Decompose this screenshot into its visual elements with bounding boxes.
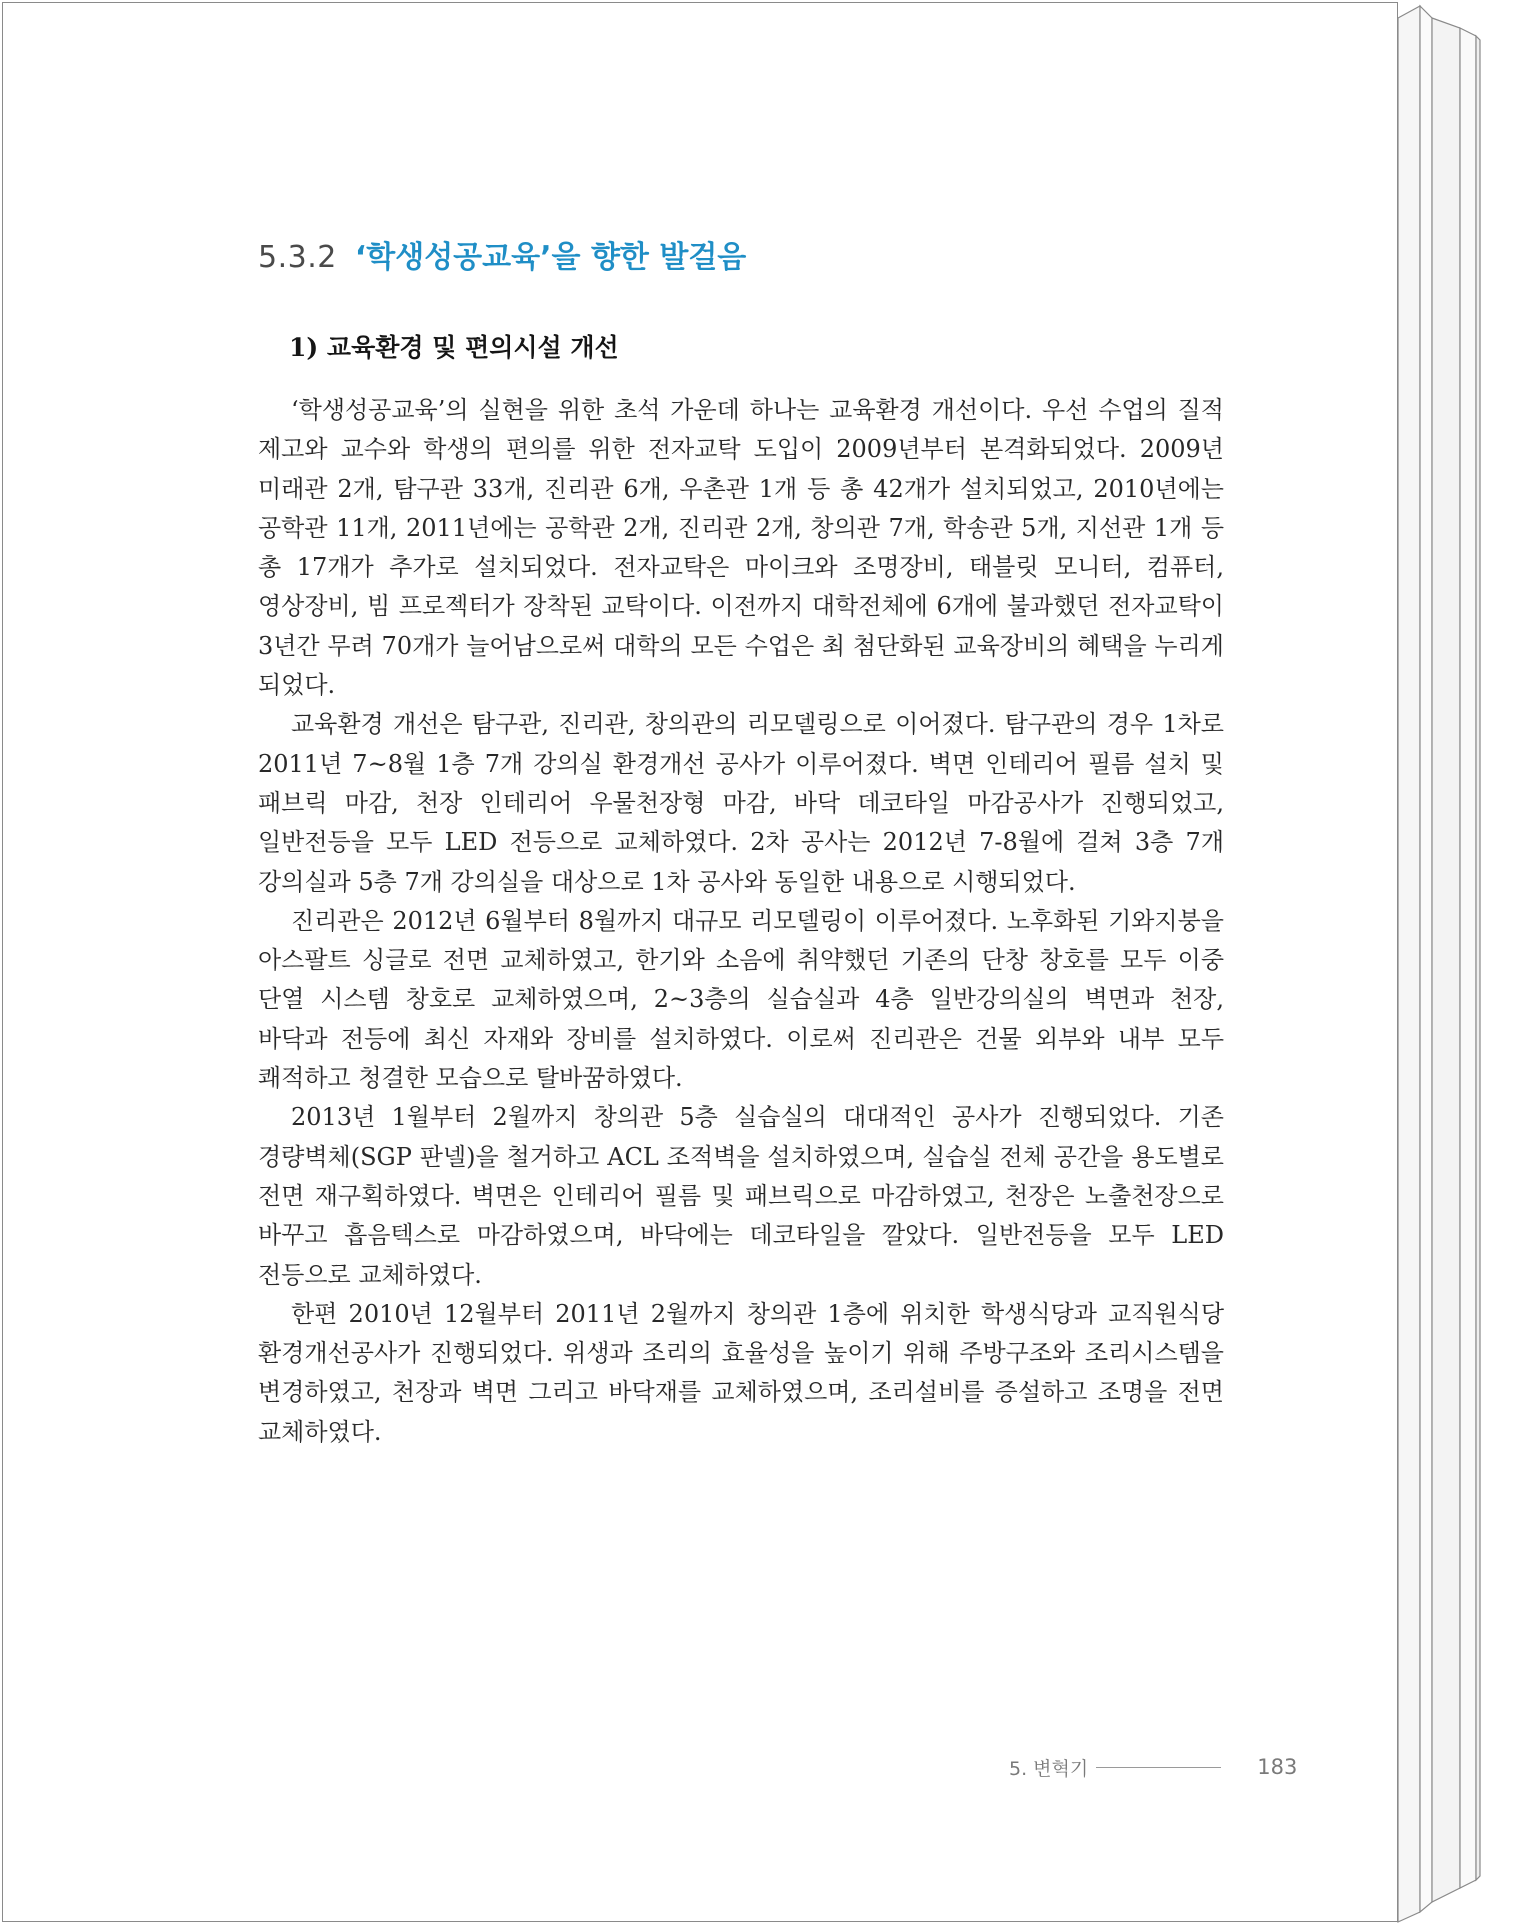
paragraph-remodeling-jinri: 진리관은 2012년 6월부터 8월까지 대규모 리모델링이 이루어졌다. 노후화된 기와지붕을 아스팔트 싱글로 전면 교체하였고, 한기와 소음에 취약했던 기존의 단창 창호를 모두 이중 단열 시스템 창호로 교체하였으며, 2~3층의 실습실과 4층 일반강의실의 벽면과 천장, 바닥과 전등에 최신 자재와 장비를 설치하였다. 이로써 진리관은 건물 외부와 내부 모두 쾌적하고 청결한 모습으로 탈바꿈하였다.: [258, 906, 1225, 1093]
book-page: [2, 2, 1398, 1922]
paragraph-electronic-podiums: ‘학생성공교육’의 실현을 위한 초석 가운데 하나는 교육환경 개선이다. 우선 수업의 질적 제고와 교수와 학생의 편의를 위한 전자교탁 도입이 2009년부터 본격화되었다. 2009년 미래관 2개, 탐구관 33개, 진리관 6개, 우촌관 1개 등 총 42개가 설치되었고, 2010년에는 공학관 11개, 2011년에는 공학관 2개, 진리관 2개, 창의관 7개, 학송관 5개, 지선관 1개 등 총 17개가 추가로 설치되었다. 전자교탁은 마이크와 조명장비, 태블릿 모니터, 컴퓨터, 영상장비, 빔 프로젝터가 장착된 교탁이다. 이전까지 대학전체에 6개에 불과했던 전자교탁이 3년간 무려 70개가 늘어남으로써 대학의 모든 수업은 최 첨단화된 교육장비의 혜택을 누리게 되었다.: [258, 396, 1224, 700]
page-footer: [1009, 1747, 1299, 1787]
footer-chapter-label: 5. 변혁기: [1009, 1757, 1089, 1780]
section-title: ‘학생성공교육’을 향한 발걸음: [354, 240, 747, 275]
section-heading: [258, 238, 746, 278]
paragraph-remodeling-changui: 2013년 1월부터 2월까지 창의관 5층 실습실의 대대적인 공사가 진행되었다. 기존 경량벽체(SGP 판넬)을 철거하고 ACL 조적벽을 설치하였으며, 실습실 전체 공간을 용도별로 전면 재구획하였다. 벽면은 인테리어 필름 및 패브릭으로 마감하였고, 천장은 노출천장으로 바꾸고 흡음텍스로 마감하였으며, 바닥에는 데코타일을 깔았다. 일반전등을 모두 LED 전등으로 교체하였다.: [258, 1103, 1224, 1289]
paragraph-remodeling-tamgu: 교육환경 개선은 탐구관, 진리관, 창의관의 리모델링으로 이어졌다. 탐구관의 경우 1차로 2011년 7~8월 1층 7개 강의실 환경개선 공사가 이루어졌다. 벽면 인테리어 필름 설치 및 패브릭 마감, 천장 인테리어 우물천장형 마감, 바닥 데코타일 마감공사가 진행되었고, 일반전등을 모두 LED 전등으로 교체하였다. 2차 공사는 2012년 7-8월에 걸쳐 3층 7개 강의실과 5층 7개 강의실을 대상으로 1차 공사와 동일한 내용으로 시행되었다.: [258, 710, 1224, 896]
footer-divider: [1096, 1767, 1221, 1768]
subsection-title: 1) 교육환경 및 편의시설 개선: [289, 333, 619, 362]
paragraph-cafeteria: 한편 2010년 12월부터 2011년 2월까지 창의관 1층에 위치한 학생식당과 교직원식당 환경개선공사가 진행되었다. 위생과 조리의 효율성을 높이기 위해 주방구조와 조리시스템을 변경하였고, 천장과 벽면 그리고 바닥재를 교체하였으며, 조리설비를 증설하고 조명을 전면 교체하였다.: [258, 1299, 1224, 1446]
section-number: 5.3.2: [258, 240, 337, 275]
body-text: [258, 391, 1224, 1452]
page-number: 183: [1257, 1755, 1298, 1779]
